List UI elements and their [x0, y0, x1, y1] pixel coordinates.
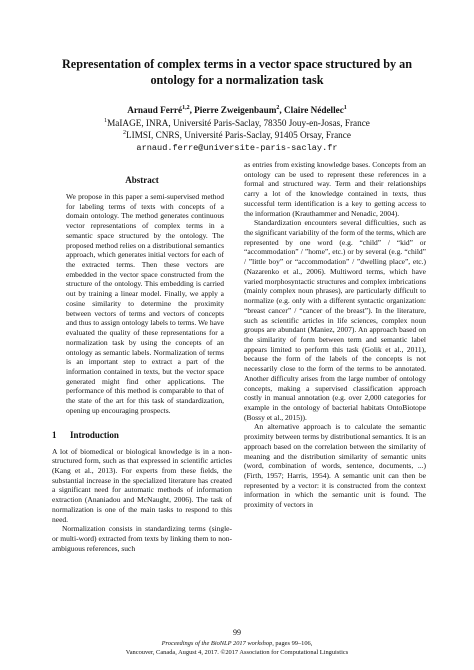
author-block — [40, 104, 434, 154]
intro-paragraph-1: A lot of biomedical or biological knowledge is in a non-structured form, such as that expressed in scientific articles (Kang et al., 2013). For experts from these fields, the substantial increase in the specialized literature has created a significant need for automatic methods of information extraction (Ananiadou and McNaught, 2006). The task of normalization is one of the main tasks to respond to this need. — [52, 446, 232, 524]
author-3: Claire Nédellec — [284, 105, 344, 115]
footer-venue: Vancouver, Canada, August 4, 2017. ©2017 Association for Computational Linguistics — [125, 648, 349, 656]
footer-proceedings: Proceedings of the BioNLP 2017 workshop, pages 99–106, — [161, 640, 313, 647]
intro-paragraph-2: Normalization consists in standardizing terms (single- or multi-word) extracted from texts by linking them to non-ambiguous references, such — [52, 524, 232, 553]
author-2: Pierre Zweigenbaum — [194, 105, 277, 115]
body-paragraph-3: An alternative approach is to calculate the semantic proximity between terms by distributional semantics. It is an approach based on the correlation between the similarity of meaning and the distribution similarity of semantic units (word, combination of words, sentence, documents, ...) (Firth, 1957; Harris, 1954). A semantic unit can then be represented by a vector: it is constructed from the context information in which the semantic unit is found. The proximity of vectors in — [244, 422, 426, 510]
affiliation-1: $^1$MaIAGE, INRA, Université Paris-Saclay, 78350 Jouy-en-Josas, France — [104, 117, 370, 128]
body-paragraph-2: Standardization encounters several difficulties, such as the significant variability of the form of the terms, which are represented by one word (e.g. “child” / “kid” or “accommodation” / ”home”, etc.) or by several (e.g. “child” / ”little boy” or “accommodation” / ”dwelling place”, etc.) (Nazarenko et al., 2006). Multiword terms, which have varied morphosyntactic structures and complex imbrications (mainly complex noun phrases), are particularly difficult to normalize (e.g. only with a different syntactic organization: “breast cancer” / “cancer of the breast”). In the literature, such as scientific articles in life sciences, complex noun groups are abundant (Maniez, 2007). An approach based on the similarity of form between term and semantic label appears limited to perform this task (Golik et al., 2011), because the form of the labels of the concepts is not necessarily close to the form of the terms to be annotated. Another difficulty arises from the large number of ontology concepts, making a supervised classification approach costly in manual annotation (e.g. over 2,000 categories for example in the ontology of bacterial habitats OntoBiotope (Bossy et al., 2015)). — [244, 218, 426, 422]
author-email: arnaud.ferre@universite-paris-saclay.fr — [136, 142, 338, 153]
section-title: Introduction — [70, 429, 119, 440]
author-names — [40, 104, 434, 117]
paper-title — [40, 56, 434, 88]
title-line-2: ontology for a normalization task — [150, 73, 324, 87]
author-2-affil: 2 — [276, 104, 280, 111]
page-footer — [40, 640, 434, 657]
author-3-affil: 1 — [343, 104, 347, 111]
section-heading-introduction — [52, 429, 232, 441]
body-paragraph-1: as entries from existing knowledge bases. Concepts from an ontology can be used to represent these references in a formal and structured way. Term and their relationships carry a lot of the knowledge contained in texts, thus successful term identification is a key to getting access to the information (Krauthammer and Nenadic, 2004). — [244, 160, 426, 218]
page-number: 99 — [233, 628, 241, 637]
right-column — [244, 160, 426, 510]
author-1: Arnaud Ferré — [127, 105, 183, 115]
title-line-1: Representation of complex terms in a vector space structured by an — [61, 57, 412, 71]
author-separator: , — [279, 105, 284, 115]
abstract-text: We propose in this paper a semi-supervised method for labeling terms of texts with concepts of a domain ontology. The method generates continuous vector representations of complex terms in a semantic space structured by the ontology. The proposed method relies on a distributional semantics approach, which generates initial vectors for each of the extracted terms. Then these vectors are embedded in the vector space constructed from the structure of the ontology. This embedding is carried out by training a linear model. Finally, we apply a cosine similarity to determine the proximity between vectors of terms and vectors of concepts and thus to assign ontology labels to terms. We have evaluated the quality of these representations for a normalization task by using the concepts of an ontology as semantic labels. Normalization of terms is an important step to extract a part of the information contained in texts, but the vector space generated might find other applications. The performance of this method is comparable to that of the state of the art for this task of standardization, opening up encouraging prospects. — [66, 192, 224, 415]
author-1-affil: 1,2 — [182, 104, 190, 111]
author-separator: , — [189, 105, 195, 115]
abstract-heading: Abstract — [125, 175, 159, 185]
section-number: 1 — [52, 429, 57, 440]
affiliation-2: $^2$LIMSI, CNRS, Université Paris-Saclay, 91405 Orsay, France — [123, 129, 351, 140]
left-column — [52, 160, 232, 553]
